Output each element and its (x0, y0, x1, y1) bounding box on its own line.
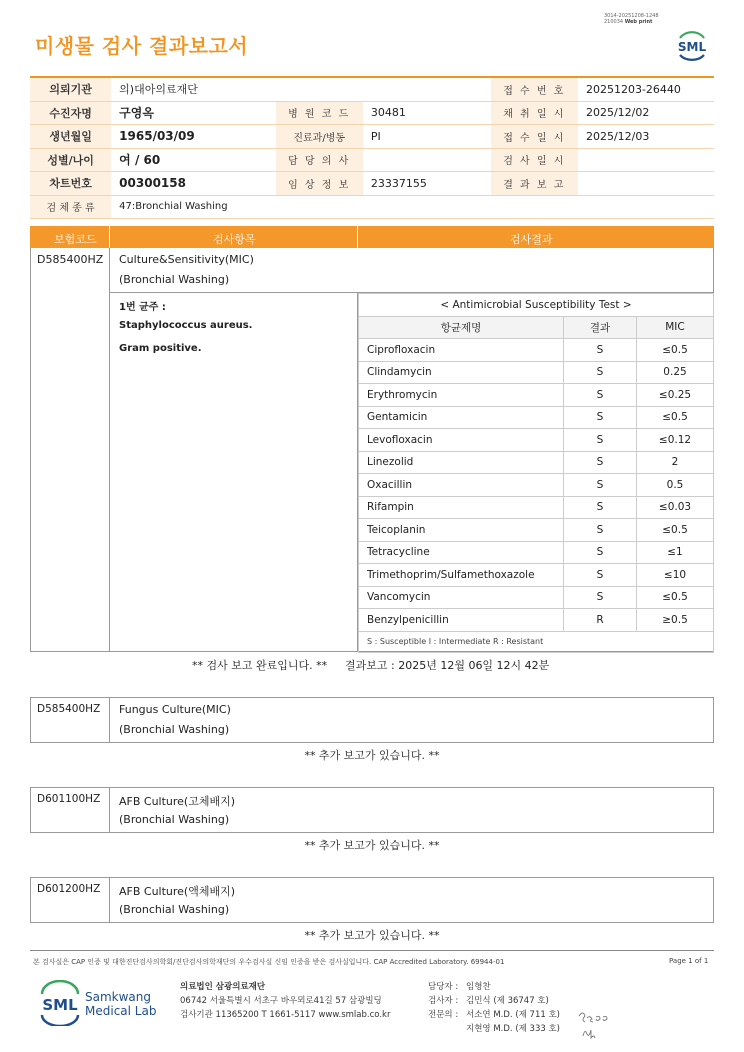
info-label: 접 수 번 호 (491, 77, 578, 101)
info-value: 47:Bronchial Washing (111, 195, 714, 219)
ast-drug: Rifampin (359, 496, 564, 519)
complete-note: ** 검사 보고 완료입니다. ** (192, 659, 328, 672)
info-row (30, 172, 714, 196)
ast-drug: Linezolid (359, 451, 564, 474)
ast-row (359, 451, 714, 474)
footer-divider (30, 950, 714, 951)
info-value: 20251203-26440 (578, 77, 714, 101)
ast-drug: Clindamycin (359, 361, 564, 384)
info-label: 성별/나이 (30, 148, 111, 172)
ast-mic: ≤0.12 (637, 429, 714, 452)
info-label: 차트번호 (30, 172, 111, 196)
pending-note: ** 추가 보고가 있습니다. ** (304, 929, 440, 942)
cert-text: 본 검사실은 CAP 인증 및 대한진단검사의학회/진단검사의학재단의 우수검사실 신임 인증을 받은 검사실입니다. CAP Accredited Laboratory. 69944-01 (33, 958, 505, 966)
ast-row (359, 519, 714, 542)
ast-result: S (564, 496, 637, 519)
ast-result: S (564, 384, 637, 407)
ast-row (359, 541, 714, 564)
ast-drug: Benzylpenicillin (359, 609, 564, 632)
pending-code: D601200HZ (37, 883, 101, 895)
print-id: 3014-20251208-1248 210034 Web print (604, 13, 659, 25)
ast-mic: 2 (637, 451, 714, 474)
brand-name: Samkwang Medical Lab (85, 990, 157, 1018)
culture-specimen: (Bronchial Washing) (119, 273, 230, 286)
pending-name: AFB Culture(액체배지) (119, 885, 236, 898)
info-value: 1965/03/09 (111, 125, 275, 149)
ast-drug: Teicoplanin (359, 519, 564, 542)
info-value: 23337155 (363, 172, 491, 196)
info-label: 진료과/병동 (276, 125, 363, 149)
culture-code: D585400HZ (37, 253, 104, 266)
pending-specimen: (Bronchial Washing) (119, 903, 230, 916)
ast-mic: ≥0.5 (637, 609, 714, 632)
svg-text:SML: SML (677, 40, 707, 54)
pending-test-block (30, 877, 714, 923)
header-item: 검사항목 (213, 233, 256, 246)
info-label: 의뢰기관 (30, 77, 111, 101)
info-value: 30481 (363, 101, 491, 125)
signature (575, 1008, 611, 1040)
staff-role: 담당자 : (428, 982, 459, 992)
sml-logo (672, 24, 712, 64)
info-value: 2025/12/02 (578, 101, 714, 125)
info-label: 담 당 의 사 (276, 148, 363, 172)
staff-name: 지현영 M.D. (제 333 호) (466, 1024, 561, 1034)
ast-drug: Erythromycin (359, 384, 564, 407)
pending-code: D601100HZ (37, 793, 101, 805)
culture-name: Culture&Sensitivity(MIC) (119, 253, 254, 266)
info-value: 00300158 (111, 172, 275, 196)
svg-text:SML: SML (42, 996, 78, 1014)
ast-mic: ≤0.5 (637, 519, 714, 542)
ast-result: S (564, 586, 637, 609)
ast-drug: Levofloxacin (359, 429, 564, 452)
header-code: 보험코드 (54, 233, 97, 246)
info-label: 결 과 보 고 (491, 172, 578, 196)
pending-test-block (30, 787, 714, 833)
info-label: 검 체 종 류 (30, 195, 111, 219)
pending-note: ** 추가 보고가 있습니다. ** (304, 749, 440, 762)
ast-title: < Antimicrobial Susceptibility Test > (359, 294, 714, 317)
info-label: 검 사 일 시 (491, 148, 578, 172)
staff-row (428, 1008, 560, 1022)
organism-name: Staphylococcus aureus. (119, 320, 253, 331)
gram-stain: Gram positive. (119, 343, 202, 354)
ast-result: S (564, 519, 637, 542)
ast-drug: Oxacillin (359, 474, 564, 497)
info-label: 채 취 일 시 (491, 101, 578, 125)
org-info: 의료법인 삼광의료재단 06742 서울특별시 서초구 바우뫼로41길 57 삼광빌딩 검사기관 11365200 T 1661-5117 www.smlab.co.kr (180, 982, 391, 1020)
info-label: 수진자명 (30, 101, 111, 125)
staff-role: 검사자 : (428, 996, 459, 1006)
info-row (30, 125, 714, 149)
ast-col-drug: 항균제명 (359, 316, 564, 339)
ast-result: S (564, 361, 637, 384)
ast-drug: Ciprofloxacin (359, 339, 564, 362)
ast-mic: ≤0.25 (637, 384, 714, 407)
pending-name: AFB Culture(고체배지) (119, 795, 236, 808)
report-title: 미생물 검사 결과보고서 (35, 34, 249, 58)
ast-mic: 0.5 (637, 474, 714, 497)
staff-name: 임형찬 (466, 982, 491, 992)
info-row (30, 148, 714, 172)
ast-row (359, 361, 714, 384)
pending-name: Fungus Culture(MIC) (119, 703, 231, 716)
ast-result: S (564, 564, 637, 587)
ast-result: S (564, 429, 637, 452)
ast-drug: Gentamicin (359, 406, 564, 429)
info-value (578, 148, 714, 172)
staff-name: 김민식 (제 36747 호) (466, 996, 549, 1006)
ast-col-result: 결과 (564, 316, 637, 339)
info-value (363, 148, 491, 172)
ast-col-mic: MIC (637, 316, 714, 339)
ast-mic: ≤0.5 (637, 586, 714, 609)
ast-legend: S : Susceptible I : Intermediate R : Resistant (359, 631, 714, 652)
pending-specimen: (Bronchial Washing) (119, 723, 230, 736)
info-row (30, 77, 714, 101)
results-header (30, 226, 714, 248)
info-row (30, 195, 714, 219)
info-label: 접 수 일 시 (491, 125, 578, 149)
info-label: 임 상 정 보 (276, 172, 363, 196)
ast-row (359, 609, 714, 632)
ast-result: S (564, 541, 637, 564)
ast-mic: 0.25 (637, 361, 714, 384)
ast-mic: ≤1 (637, 541, 714, 564)
ast-result: S (564, 451, 637, 474)
page-number: Page 1 of 1 (669, 957, 709, 965)
staff-row (428, 994, 560, 1008)
ast-row (359, 586, 714, 609)
ast-row (359, 406, 714, 429)
info-label: 병 원 코 드 (276, 101, 363, 125)
staff-name: 서소연 M.D. (제 711 호) (466, 1010, 561, 1020)
ast-result: R (564, 609, 637, 632)
ast-mic: ≤10 (637, 564, 714, 587)
patient-info-table (30, 76, 714, 219)
ast-result: S (564, 474, 637, 497)
report-time: 결과보고 : 2025년 12월 06일 12시 42분 (345, 659, 550, 672)
info-row (30, 101, 714, 125)
staff-list (428, 980, 560, 1036)
organism-label: 1번 균주 : (119, 302, 166, 313)
pending-note: ** 추가 보고가 있습니다. ** (304, 839, 440, 852)
ast-row (359, 429, 714, 452)
ast-drug: Tetracycline (359, 541, 564, 564)
info-value: PI (363, 125, 491, 149)
ast-table (358, 293, 714, 653)
header-result: 검사결과 (510, 233, 553, 246)
ast-drug: Vancomycin (359, 586, 564, 609)
ast-row (359, 496, 714, 519)
ast-mic: ≤0.03 (637, 496, 714, 519)
staff-row (428, 1022, 560, 1036)
info-value: 구영옥 (111, 101, 275, 125)
ast-mic: ≤0.5 (637, 406, 714, 429)
ast-row (359, 339, 714, 362)
ast-row (359, 564, 714, 587)
ast-result: S (564, 339, 637, 362)
ast-result: S (564, 406, 637, 429)
staff-row (428, 980, 560, 994)
pending-specimen: (Bronchial Washing) (119, 813, 230, 826)
pending-test-block (30, 697, 714, 743)
info-label: 생년월일 (30, 125, 111, 149)
info-value (578, 172, 714, 196)
ast-drug: Trimethoprim/Sulfamethoxazole (359, 564, 564, 587)
info-value: 여 / 60 (111, 148, 275, 172)
info-value: 2025/12/03 (578, 125, 714, 149)
sml-footer-logo (36, 980, 84, 1026)
ast-row (359, 474, 714, 497)
pending-code: D585400HZ (37, 703, 101, 715)
ast-row (359, 384, 714, 407)
staff-role: 전문의 : (428, 1010, 459, 1020)
info-value: 의)대아의료재단 (111, 77, 491, 101)
ast-mic: ≤0.5 (637, 339, 714, 362)
